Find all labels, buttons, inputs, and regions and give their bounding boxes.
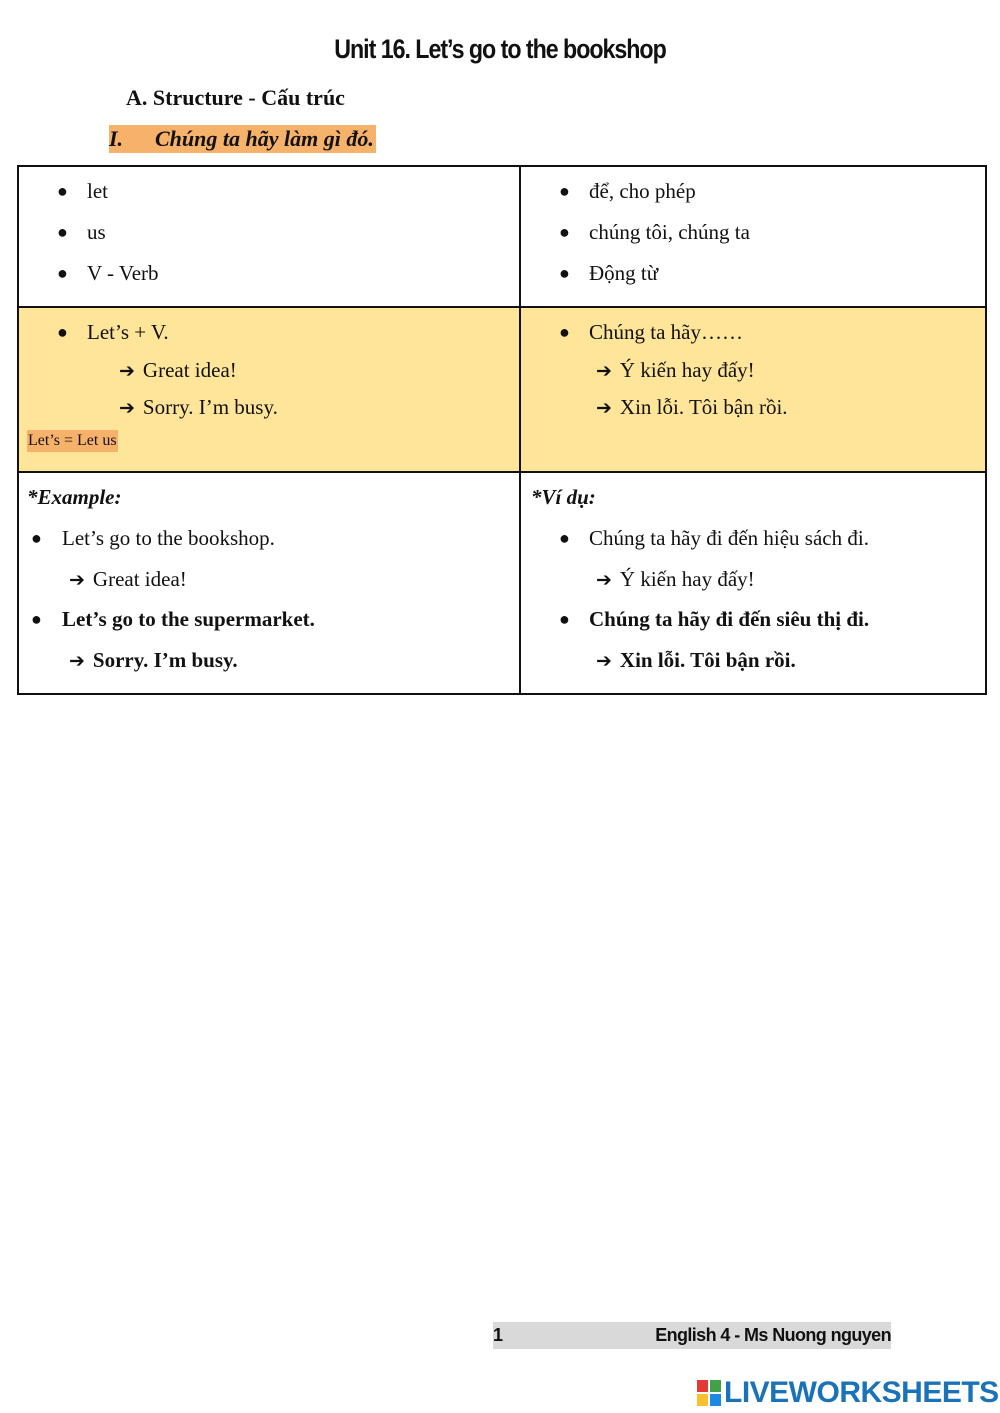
subsection-number: I. [109,126,124,151]
arrow-icon: ➔ [119,397,135,419]
arrow-icon: ➔ [69,569,85,591]
vocab-item: Động từ [589,261,659,285]
example-english-cell [18,472,520,694]
example-sentence: Let’s go to the bookshop. [62,526,275,550]
vocab-row [18,166,986,307]
bullet-icon: ● [31,609,42,629]
bullet-icon: ● [559,609,570,629]
vocab-item: V - Verb [87,261,159,285]
bullet-icon: ● [559,528,570,548]
bullet-icon: ● [57,222,68,242]
reply-text: Great idea! [142,358,237,382]
pattern-reply [119,357,237,384]
course-label: English 4 - Ms Nuong nguyen [655,1325,891,1345]
vocab-item: let [87,179,108,203]
reply-text: Ý kiến hay đấy! [619,567,755,591]
reply-text: Great idea! [92,567,187,591]
reply-text: Ý kiến hay đấy! [619,358,755,382]
pattern-vietnamese-cell [520,307,986,472]
example-sentence: Chúng ta hãy đi đến hiệu sách đi. [589,526,869,550]
example-heading: *Example: [27,485,122,509]
example-heading: *Ví dụ: [531,485,596,509]
arrow-icon: ➔ [596,397,612,419]
page-footer [493,1322,891,1349]
arrow-icon: ➔ [596,360,612,382]
pattern-english-cell [18,307,520,472]
reply-text: Xin lỗi. Tôi bận rồi. [619,648,796,672]
pattern-formula: Let’s + V. [87,320,169,344]
example-reply [596,647,796,674]
example-sentence: Chúng ta hãy đi đến siêu thị đi. [589,607,870,631]
pattern-reply [596,357,755,384]
reply-text: Sorry. I’m busy. [92,648,238,672]
pattern-row [18,307,986,472]
section-heading: A. Structure - Cấu trúc [126,85,345,110]
structure-table [17,165,987,695]
arrow-icon: ➔ [596,569,612,591]
reply-text: Sorry. I’m busy. [142,395,278,419]
pattern-formula: Chúng ta hãy…… [589,320,743,344]
bullet-icon: ● [57,263,68,283]
example-reply [69,566,187,593]
bullet-icon: ● [57,322,68,342]
bullet-icon: ● [559,263,570,283]
pattern-reply [119,394,278,421]
page-title: Unit 16. Let’s go to the bookshop [334,34,666,64]
page-number: 1 [493,1325,504,1345]
logo-text: LIVEWORKSHEETS [724,1376,999,1409]
vocab-english-cell [18,166,520,307]
bullet-icon: ● [559,181,570,201]
bullet-icon: ● [559,222,570,242]
vocab-item: để, cho phép [589,179,696,203]
subsection-text: Chúng ta hãy làm gì đó. [155,126,374,151]
contraction-note: Let’s = Let us [27,430,118,452]
vocab-item: chúng tôi, chúng ta [589,220,750,244]
liveworksheets-logo-icon [697,1380,721,1406]
arrow-icon: ➔ [596,650,612,672]
reply-text: Xin lỗi. Tôi bận rồi. [619,395,788,419]
pattern-reply [596,394,788,421]
bullet-icon: ● [57,181,68,201]
example-reply [69,647,238,674]
liveworksheets-logo [697,1376,999,1410]
bullet-icon: ● [31,528,42,548]
arrow-icon: ➔ [119,360,135,382]
vocab-item: us [87,220,106,244]
example-sentence: Let’s go to the supermarket. [62,607,315,631]
example-vietnamese-cell [520,472,986,694]
vocab-vietnamese-cell [520,166,986,307]
bullet-icon: ● [559,322,570,342]
example-row [18,472,986,694]
arrow-icon: ➔ [69,650,85,672]
subsection-heading [109,125,376,153]
example-reply [596,566,755,593]
